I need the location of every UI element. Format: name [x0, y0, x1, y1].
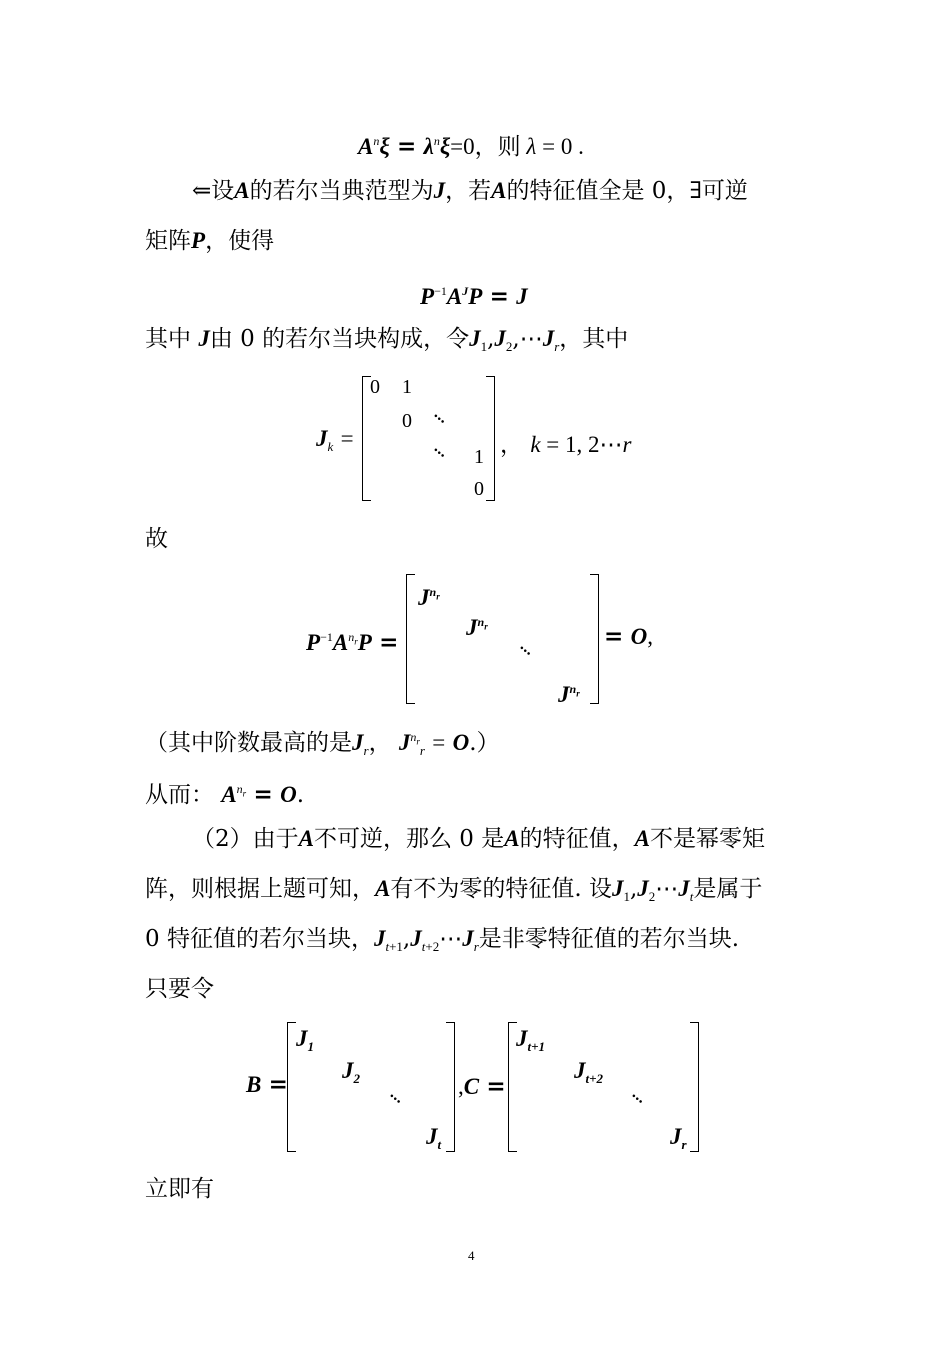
paragraph-1-line-1: ⇐设A的若尔当典范型为J，若A的特征值全是 0，∃可逆 — [192, 178, 748, 204]
paragraph-3-line-1: （2）由于A不可逆，那么 0 是A的特征值，A不是幂零矩 — [192, 826, 765, 852]
equation-p-inverse: $P^{-1}A^JP = J$ — [420, 283, 528, 310]
paragraph-1-line-2: 矩阵P，使得 — [145, 228, 275, 254]
liji-text: 立即有 — [145, 1176, 214, 1202]
note-highest-order: （其中阶数最高的是$J_r$， $J^{n_r}_r = O$.） — [145, 730, 500, 758]
conclusion-line: 从而： $A^{n_r} = O$. — [145, 781, 305, 808]
zhiyaoling-text: 只要令 — [145, 976, 214, 1002]
equation-a-n-xi: $A^n\xi = \lambda^n\xi=0$，则 λ = 0 . — [358, 133, 584, 160]
paragraph-3-line-2: 阵，则根据上题可知，A有不为零的特征值. 设$J_1,J_2\cdots J_t$是属于 — [145, 876, 763, 904]
page-number: 4 — [468, 1248, 475, 1263]
paragraph-2: 其中 J由 0 的若尔当块构成，令$J_1,J_2,\cdots J_r$，其中 — [145, 326, 629, 354]
gu-text: 故 — [145, 526, 168, 552]
paragraph-3-line-3: 0 特征值的若尔当块，$J_{t+1},J_{t+2}\cdots J_r$是非零特征值的若尔当块. — [145, 926, 740, 954]
